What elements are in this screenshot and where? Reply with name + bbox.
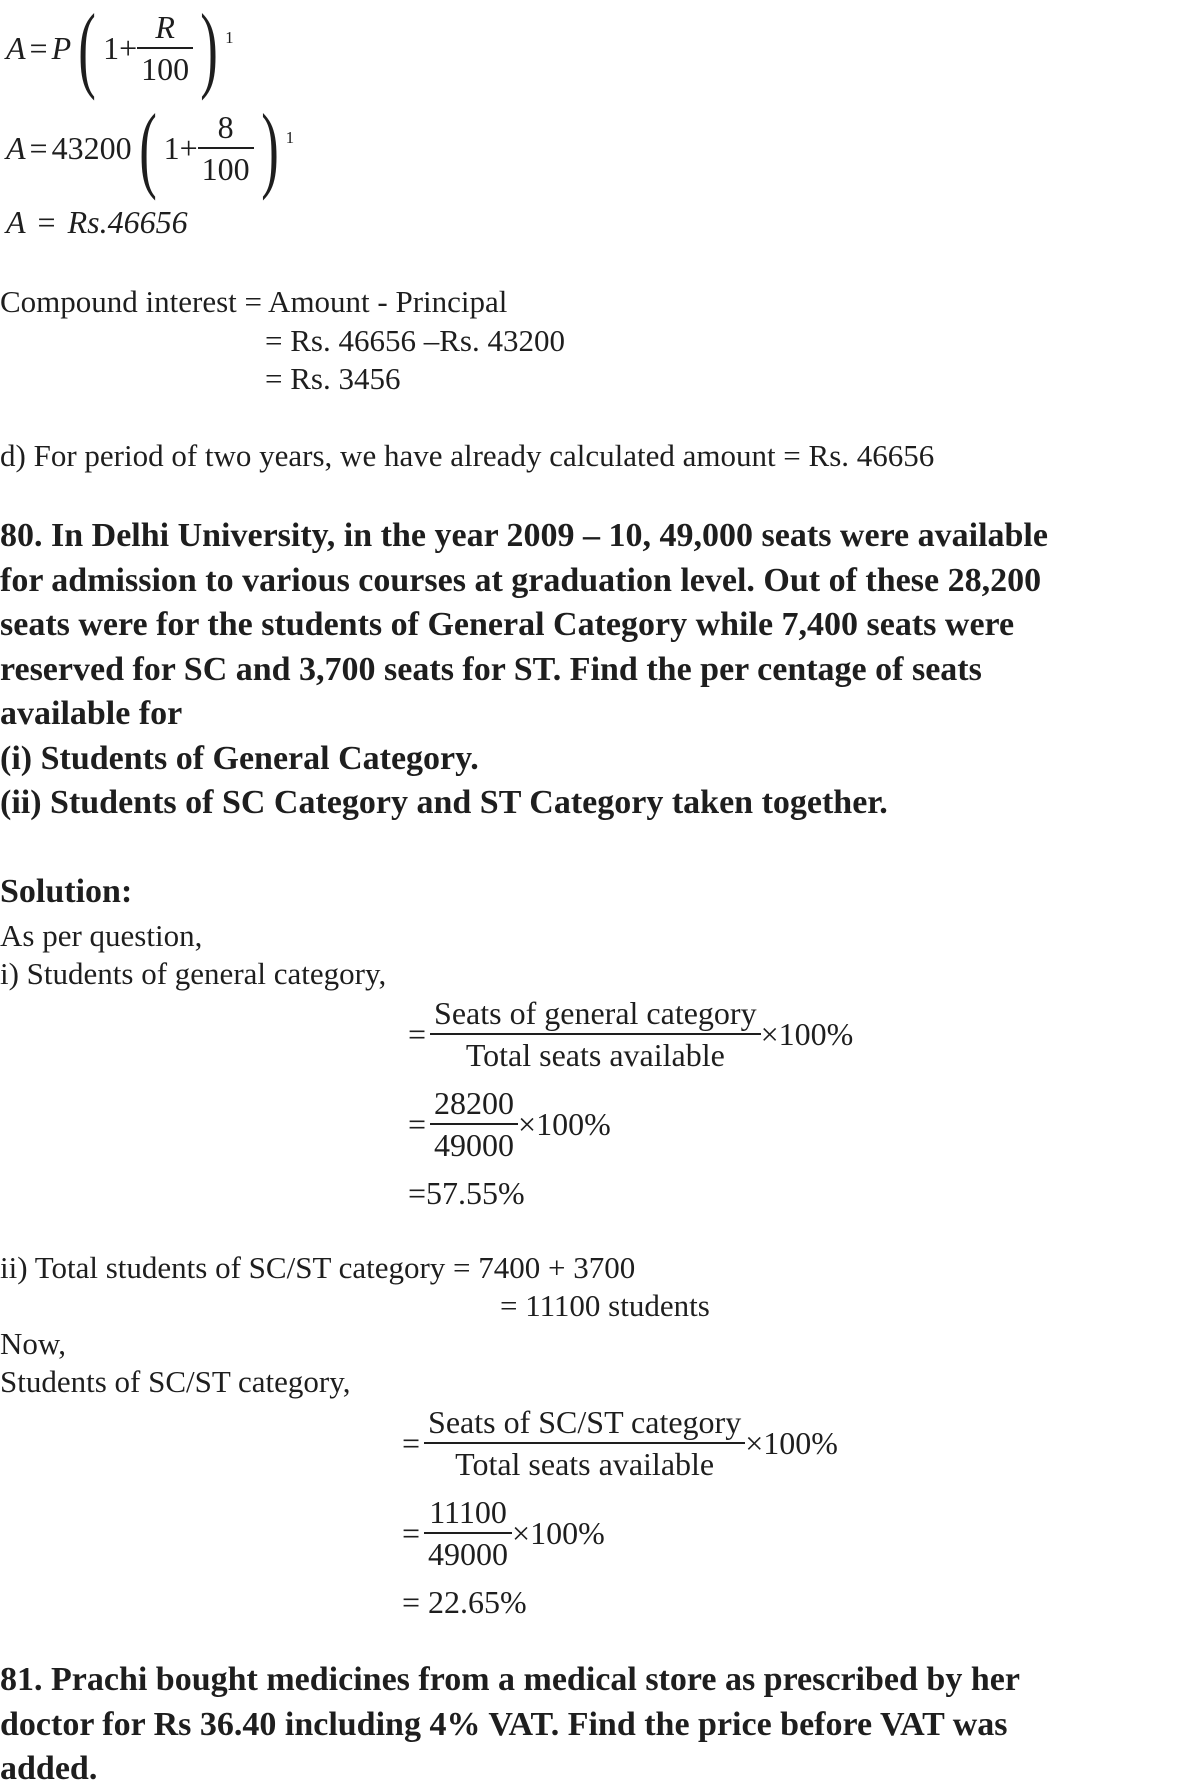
- scst-value-fraction: [424, 1492, 512, 1574]
- scst-result: = 22.65%: [402, 1584, 527, 1620]
- part-d-text: d) For period of two years, we have already calculated amount = Rs. 46656: [0, 438, 935, 473]
- part-ii-line-2: = 11100 students: [500, 1288, 710, 1323]
- general-fraction: [430, 993, 761, 1075]
- rate-numerator: R: [137, 7, 193, 49]
- general-result: =57.55%: [408, 1175, 525, 1211]
- total-seats-value: 49000: [428, 1536, 509, 1572]
- general-seats-value: 28200: [430, 1083, 518, 1125]
- times-hundred: ×100%: [518, 1106, 611, 1142]
- part-ii-line-1: ii) Total students of SC/ST category = 7400 + 3700: [0, 1250, 636, 1285]
- general-value-fraction: [430, 1083, 518, 1165]
- question-80-line-1: 80. In Delhi University, in the year 2009 – 10, 49,000 seats were available: [0, 517, 1048, 554]
- as-per-question: As per question,: [0, 918, 203, 953]
- right-paren: ): [200, 0, 218, 101]
- equals-sign: =: [29, 130, 48, 166]
- question-81: [0, 1658, 1020, 1792]
- left-paren: (: [78, 0, 96, 101]
- left-paren: (: [138, 94, 157, 201]
- question-80-line-5: available for: [0, 695, 183, 732]
- scst-fraction: [424, 1402, 745, 1484]
- general-percentage-formula: [408, 993, 853, 1075]
- equals-sign: =: [408, 1106, 427, 1142]
- equals-sign: =: [402, 1425, 421, 1461]
- times-hundred: ×100%: [512, 1515, 605, 1551]
- rate-denominator: 100: [201, 151, 250, 187]
- question-80-part-i: (i) Students of General Category.: [0, 739, 479, 777]
- principal-symbol: P: [51, 30, 72, 66]
- amount-value: Rs.46656: [67, 204, 188, 240]
- rate-denominator: 100: [141, 51, 190, 87]
- question-81-line-2: doctor for Rs 36.40 including 4% VAT. Find the price before VAT was: [0, 1705, 1008, 1743]
- equals-sign: =: [402, 1515, 421, 1551]
- compound-amount-formula: [6, 0, 234, 101]
- part-i-label: i) Students of general category,: [0, 956, 387, 991]
- equals-sign: =: [37, 204, 56, 240]
- ci-line-2: = Rs. 46656 –Rs. 43200: [265, 323, 565, 358]
- question-80-line-3: seats were for the students of General Category while 7,400 seats were: [0, 606, 1015, 643]
- amount-result: [6, 203, 188, 241]
- scst-numerator: Seats of SC/ST category: [424, 1402, 745, 1444]
- times-hundred: ×100%: [745, 1425, 838, 1461]
- amount-symbol: A: [6, 30, 26, 66]
- equals-sign: =: [29, 30, 48, 66]
- right-paren: ): [260, 94, 279, 201]
- times-hundred: ×100%: [760, 1016, 854, 1052]
- general-denominator: Total seats available: [465, 1037, 725, 1073]
- rate-numerator: 8: [198, 107, 254, 149]
- general-numerator: Seats of general category: [430, 993, 761, 1035]
- question-81-line-3: added.: [0, 1750, 98, 1787]
- amount-symbol: A: [6, 130, 26, 166]
- principal-value: 43200: [51, 130, 132, 166]
- scst-percentage-formula: [402, 1402, 838, 1484]
- compound-amount-substitution: [6, 94, 295, 201]
- scst-denominator: Total seats available: [455, 1446, 715, 1482]
- ci-line-3: = Rs. 3456: [265, 361, 401, 396]
- scst-label: Students of SC/ST category,: [0, 1364, 351, 1399]
- scst-percentage-values: [402, 1492, 605, 1574]
- equals-sign: =: [408, 1016, 427, 1052]
- question-81-line-1: 81. Prachi bought medicines from a medical store as prescribed by her: [0, 1661, 1020, 1698]
- total-seats-value: 49000: [434, 1127, 515, 1163]
- scst-seats-value: 11100: [424, 1492, 512, 1534]
- amount-symbol: A: [6, 204, 26, 240]
- rate-fraction: [198, 107, 254, 189]
- question-80: [0, 514, 1048, 826]
- solution-heading: Solution:: [0, 873, 133, 910]
- ci-line-1: Compound interest = Amount - Principal: [0, 284, 508, 319]
- question-80-part-ii: (ii) Students of SC Category and ST Category taken together.: [0, 784, 888, 821]
- one-plus: 1+: [103, 30, 138, 66]
- rate-fraction: [137, 7, 193, 89]
- question-80-line-2: for admission to various courses at graduation level. Out of these 28,200: [0, 561, 1042, 599]
- exponent: 1: [225, 28, 234, 47]
- one-plus: 1+: [163, 130, 198, 166]
- exponent: 1: [285, 128, 295, 147]
- general-percentage-values: [408, 1083, 611, 1165]
- now-text: Now,: [0, 1326, 67, 1361]
- question-80-line-4: reserved for SC and 3,700 seats for ST. Find the per centage of seats: [0, 650, 982, 688]
